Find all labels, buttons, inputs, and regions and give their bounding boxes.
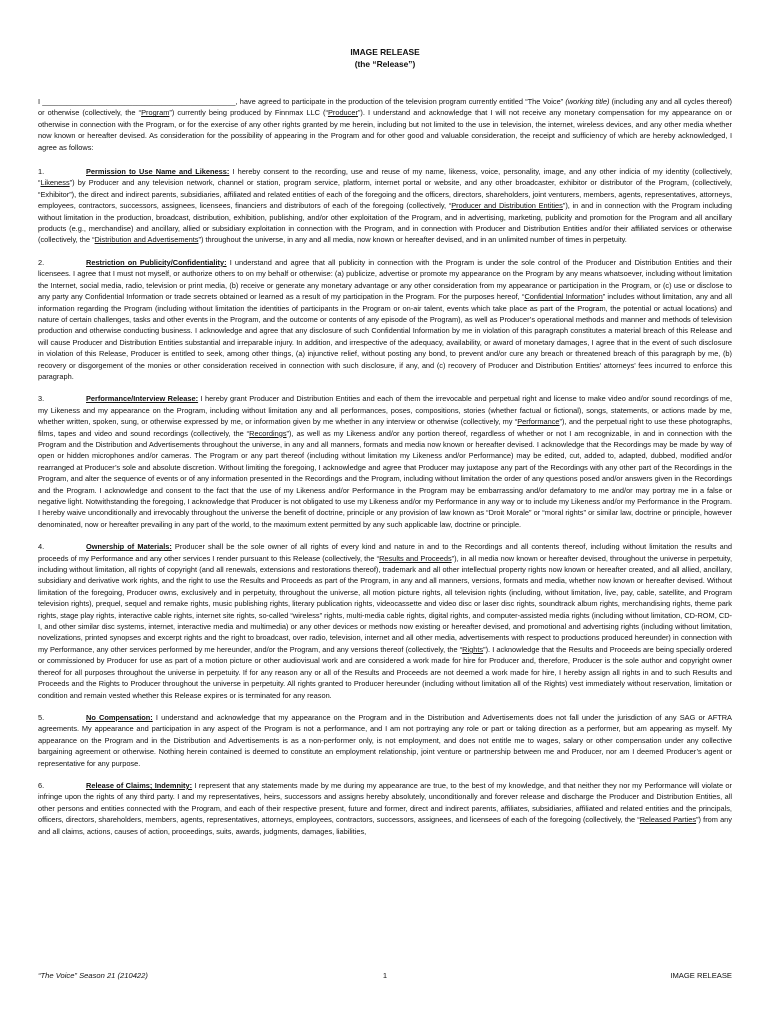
- title-block: [0, 46, 770, 70]
- defined-term: Confidential Information: [524, 292, 603, 302]
- section-2: [38, 257, 732, 382]
- section-number: 2.: [38, 257, 45, 267]
- intro-text: ”) currently being produced by Finnmax LLC (“: [169, 108, 328, 118]
- section-text: I represent that any statements made by me during my appearance are true, to the best of my knowledge, and that neither they nor my Performance will violate or infringe upon the rights of any third party. I and my representatives, heirs, successors and assigns hereby absolutely, unconditionally and forever release and discharge the Producer and Distribution Entities, all other persons and entities connected with the Program, and each of their respective present, future and former, direct and indirect parents, affiliates, subsidiaries, affiliated and related entities and the principals, officers, directors, shareholders, members, agents, representatives, attorneys, employees, contractors, successors, assignees, and licensees of each of the foregoing (collectively, the “: [38, 780, 732, 825]
- section-text: ”), in and in connection with the Program including without limitation in the production, broadcast, distribution, exhibition, publishing, and/or other exploitation of the Program, and in advertising, marketing, publicity and promotion for the Program and all ancillary products (e.g., merchandise) and ancillary, allied or subsidiary exploitation in connection with the Program, and in connection with Producer and Distribution Entities and/or their affiliated services or otherwise (collectively, the “: [38, 201, 732, 245]
- section-heading: Restriction on Publicity/Confidentiality:: [86, 257, 227, 267]
- page-footer: [38, 971, 732, 983]
- section-text: ”). I acknowledge that the Results and Proceeds are being specially ordered or commissioned by Producer for use as part of a motion picture or other audiovisual work and are considered a work made for hire for Producer and, therefore, Producer is the sole author and copyright owner thereof for all purposes throughout the universe in perpetuity. If for any reason any or all of the Results and Proceeds are not deemed a work made for hire, I hereby assign all rights in and to such Results and Proceeds and the Rights to Producer throughout the universe in perpetuity. All rights granted to Producer hereunder (including without limitation all of the Rights) vest immediately without reservation, limitation or condition and remain vested whether this Release expires or is terminated for any reason.: [38, 644, 732, 700]
- defined-term: Performance: [517, 417, 560, 427]
- section-text: ”), as well as my Likeness and/or any portion thereof, regardless of whether or not I am recognizable, in and in connection with the Program and the Distribution and Advertisements throughout the universe, in any and all manners, formats and media now known or hereafter devised. I acknowledge that the Recordings may be made by way of open or hidden microphones and/or cameras. The Program or any part thereof (including without limitation my Likeness and/or Performance) may be edited, cut, added to, adapted, dubbed, modified and/or rearranged at Producer’s sole and absolute discretion. Without limiting the foregoing, I acknowledge and agree that Producer may juxtapose any part of the Recordings with any other part of the Recordings in the Program, and alter the sequence of events or of any information presented in the Recordings and the Program, including without limitation the order of any questions posed and/or answers given in the Recordings and the Program. I acknowledge and consent to the fact that the use of my Likeness and/or Performance in the Program may be embarrassing and/or defamatory to me and/or may portray me in a false or negative light. Notwithstanding the foregoing, I acknowledge that Producer is not obligated to use my Likeness and/or my Performance in any way or to include my Likeness and/or my Performance in the Program. I hereby waive unconditionally and irrevocably throughout the universe the benefit of doctrine, principle or any provision of law known as “Droit Morale” or “moral rights” or similar law, doctrine or principle, however denominated, now or hereafter prevailing in any part of the world, to the maximum extent permitted by any such applicable law, doctrine or principle.: [38, 428, 732, 529]
- section-heading: Performance/Interview Release:: [86, 394, 199, 404]
- defined-term: Released Parties: [639, 815, 697, 825]
- section-text: I hereby consent to the recording, use and reuse of my name, likeness, voice, personality, image, and any other indicia of my identity (collectively, “: [38, 167, 732, 188]
- defined-term: Distribution and Advertisements: [94, 235, 199, 245]
- section-text: I understand and agree that all publicity in connection with the Program is under the sole control of the Producer and Distribution Entities and their licensees. I agree that I must not myself, or authorize others to on my behalf or otherwise: (a) publicize, advertise or promote my appearance on the Program by any means whatsoever, including without limitation the Internet, social media, radio, television or print media, (b) receive or generate any monetary advantage or any other consideration from my appearance or participation in the Program, or (c) use or disclose to any party any Confidential Information or trade secrets obtained or learned as a result of my participation in the Program. For the purposes hereof, “: [38, 257, 732, 302]
- defined-term: Producer and Distribution Entities: [451, 201, 563, 211]
- defined-term: Rights: [462, 644, 484, 654]
- section-number: 3.: [38, 394, 45, 404]
- footer-show-title: “The Voice” Season 21 (210422): [38, 971, 148, 980]
- section-heading: No Compensation:: [86, 712, 153, 722]
- defined-term: Likeness: [40, 178, 70, 188]
- defined-term: Results and Proceeds: [379, 553, 452, 563]
- section-heading: Permission to Use Name and Likeness:: [86, 167, 230, 177]
- section-number: 6.: [38, 780, 45, 790]
- section-3: [38, 393, 732, 530]
- defined-term: Recordings: [249, 428, 287, 438]
- section-6: [38, 780, 732, 837]
- section-text: I hereby grant Producer and Distribution Entities and each of them the irrevocable and perpetual right and license to make video and/or sound recordings of me, my Likeness and my appearance on the Program, including without limitation any and all performances, poses, compositions, stories (whether factual or fictional), songs, statements, or actions made by me, whether written, spoken, sung, or otherwise expressed by me, or information given by me whether in any interview or otherwise (collectively, my “: [38, 394, 732, 427]
- section-5: [38, 712, 732, 769]
- section-heading: Release of Claims; Indemnity:: [86, 780, 193, 790]
- intro-text: ”). I understand and acknowledge that I will not receive any monetary compensation for my appearance on or otherwise in connection with the Program, or for the exercise of any other rights granted by me herein, including but not limited to the use in television, the internet, wireless devices, and any other media whether now known or hereafter devised. As consideration for the possibility of appearing in the Program and for other good and valuable consideration, the receipt and sufficiency of which are hereby acknowledged, I agree as follows:: [38, 108, 732, 152]
- section-4: [38, 541, 732, 701]
- section-number: 4.: [38, 542, 45, 552]
- intro-paragraph: [38, 96, 732, 153]
- intro-text: (including any and all cycles thereof) or otherwise (collectively, the “: [38, 97, 732, 118]
- section-heading: Ownership of Materials:: [86, 542, 172, 552]
- section-text: ”) by Producer and any television network, channel or station, program service, platform, internet portal or website, and any other broadcaster, exhibitor or distributor of the Program, (collectively, “Exhibitor”), the direct and indirect parents, subsidiaries, affiliated and related entities of each of the foregoing and the officers, directors, shareholders, joint venturers, members, agents, representatives, attorneys, employees, contractors, successors, assignees, licensees, financiers and distributors of each of the foregoing (collectively, “: [38, 178, 732, 211]
- section-text: ”) throughout the universe, in any and all media, now known or hereafter devised, and in an unlimited number of times in perpetuity.: [198, 235, 627, 245]
- section-1: [38, 166, 732, 246]
- section-number: 5.: [38, 712, 45, 722]
- defined-term: Program: [141, 108, 170, 118]
- page-number: 1: [382, 971, 388, 980]
- document-title: IMAGE RELEASE: [350, 47, 420, 57]
- section-text: ” includes without limitation, any and all information regarding the Program (including without limitation the identities of participants in the Program or on-air talent, events which take place as part of the Program, the potential or actual locations) and nature of certain challenges, tasks and other events in the Program, and the outcome or contents of any episode of the Program), as well as Producer’s operational methods and manner and methods of television production and otherwise conducting business. I acknowledge and agree that any disclosure of such Confidential Information by me in violation of this paragraph constitutes a material breach of this Release and will cause Producer and Distribution Entities substantial and irreparable injury. In addition, and irrespective of the adequacy, availability, or award of monetary damages, I agree that in the event of such disclosure in violation of this Release, Producer is entitled to seek, among other things, (a) injunctive relief, without posting any bond, to prevent and/or cure any breach or threatened breach of this paragraph by me, (b) recovery or disgorgement of the monies or other consideration received in connection with such disclosure, if any, and (c) recovery of Producer and Distribution Entities’ attorneys’ fees incurred to enforce this paragraph.: [38, 292, 732, 381]
- working-title: (working title): [565, 97, 610, 106]
- section-text: ”), in all media now known or hereafter devised, throughout the universe in perpetuity, including without limitation, all rights of copyright (and all renewals, extensions and restorations thereof), trademark and all other intellectual property rights now known or hereafter created, and all allied, ancillary, subsidiary and derivative work rights, and the right to use the Results and Proceeds as part of the Program, in any and all manners, versions, formats and media, whether now known or hereafter devised. Without limitation of the foregoing, Producer owns, exclusively and in perpetuity, throughout the universe, all motion picture rights, all television rights (including, without limitation, live, pay, cable, satellite, and Program television rights), prequel, sequel and remake rights, music publishing rights, literary publication rights, videocassette and video disc or laser disc rights, soundtrack album rights, merchandising rights, theme park rights, stage play rights, interactive cable rights, internet site rights, so-called “wireless” rights, multi-media cable rights, digital rights, and computer-assisted media rights (including without limitation, CD-ROM, CD-I, and other similar disc systems, internet, interactive media and multimedia) or any other devices or methods now existing or hereafter devised, and promotional and advertising rights (including without limitation, novelizations, printed synopses and excerpt rights and the right to broadcast, over radio, television, internet and all other media, advertisements with respect to productions produced hereunder) in connection with my Performance, any other services performed by me hereunder, and/or the Program, and any versions thereof (collectively, the “: [38, 553, 733, 654]
- section-text: ”) from any and all claims, actions, causes of action, proceedings, suits, awards, judgments, damages, liabilities,: [38, 815, 732, 836]
- document-body: [38, 96, 732, 848]
- section-text: ”), and the perpetual right to use these photographs, films, tapes and video and sound recordings (collectively, the “: [38, 417, 732, 438]
- section-number: 1.: [38, 167, 45, 177]
- section-text: I understand and acknowledge that my appearance on the Program and in the Distribution and Advertisements does not fall under the jurisdiction of any SAG or AFTRA agreements. My appearance and participation in any aspect of the Program is not a performance, and I am not portraying any role or part or taking direction as a performer, but am appearing as myself. My appearance on the Program and in the Distribution and Advertisements is as a non-performer only, is not employment, and does not entitle me to wages, salary or other compensation under any collective bargaining agreement or otherwise. Nothing herein contained is deemed to constitute an employment relationship, joint venture or partnership between me and Producer, nor am I deemed Producer’s agent or representative for any purpose.: [38, 712, 732, 768]
- intro-text: , have agreed to participate in the production of the television program currently entitled “The Voice”: [235, 97, 566, 106]
- footer-document-title: IMAGE RELEASE: [670, 971, 732, 980]
- defined-term: Producer: [327, 108, 358, 118]
- name-blank: I _______________________________________________: [38, 97, 236, 106]
- section-text: Producer shall be the sole owner of all rights of every kind and nature in and to the Recordings and all contents thereof, including without limitation the results and proceeds of my Performance and any other services I render pursuant to this Release (collectively, the “: [38, 542, 733, 563]
- document-subtitle: (the “Release”): [354, 59, 416, 69]
